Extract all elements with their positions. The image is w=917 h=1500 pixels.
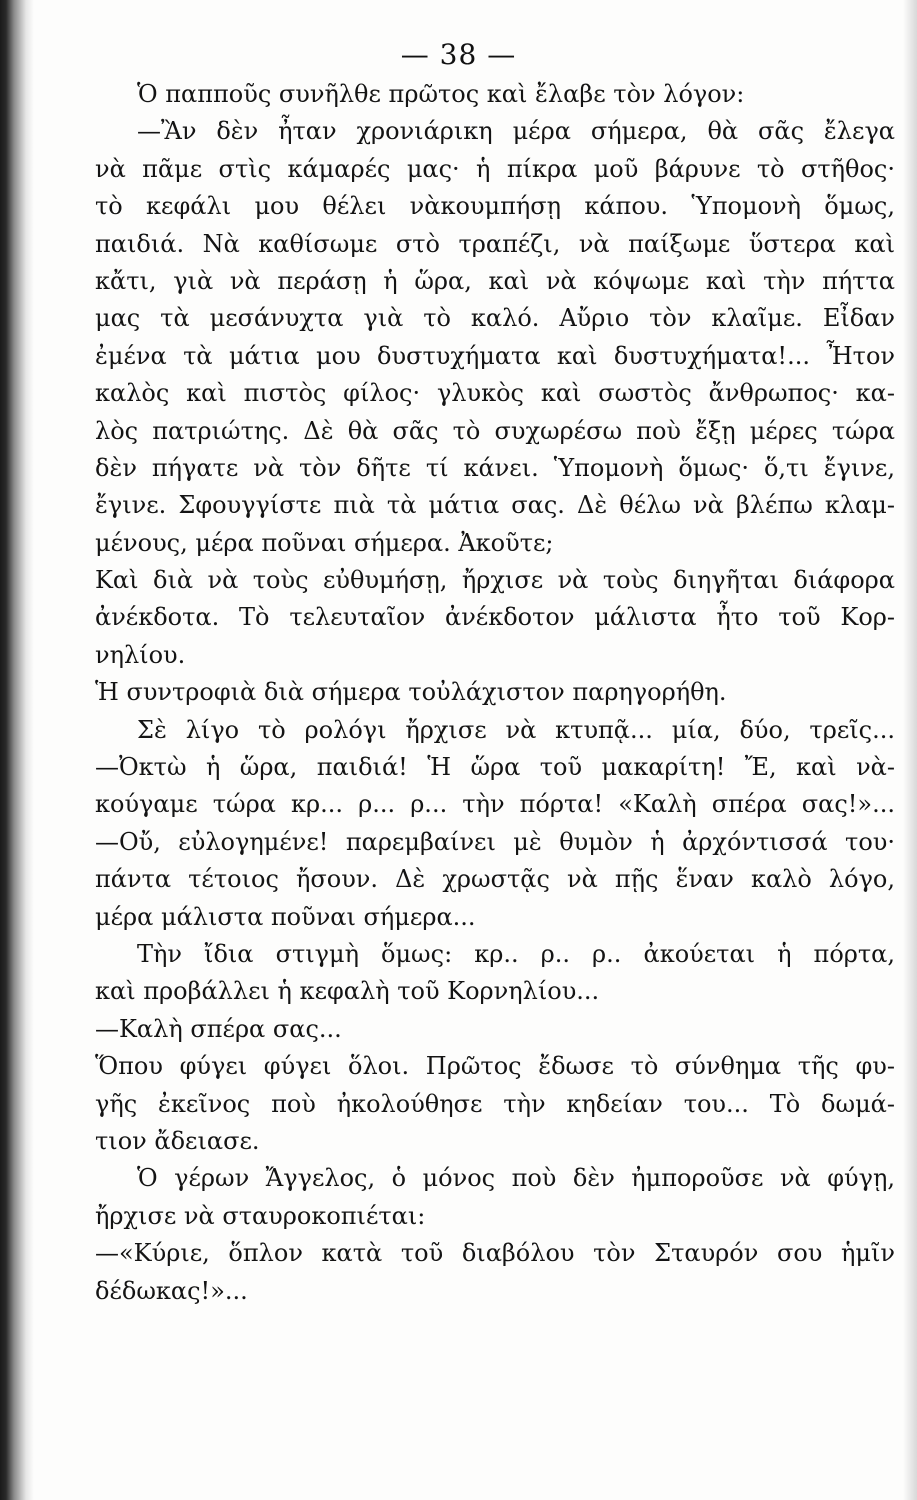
- text-line: Ὁ γέρων Ἄγγελος, ὁ μόνος ποὺ δὲν ἠμποροῦσε νὰ φύγῃ,: [137, 1164, 895, 1193]
- text-line: ἐμένα τὰ μάτια μου δυστυχήματα καὶ δυστυχήματα!... Ἦτον: [95, 341, 895, 370]
- text-line: λὸς πατριώτης. Δὲ θὰ σᾶς τὸ συχωρέσω ποὺ ἔξῃ μέρες τώρα: [95, 416, 895, 445]
- text-line: καὶ προβάλλει ἡ κεφαλὴ τοῦ Κορνηλίου...: [95, 977, 600, 1006]
- text-line: γῆς ἐκεῖνος ποὺ ἠκολούθησε τὴν κηδείαν του... Τὸ δωμά-: [95, 1089, 895, 1118]
- page-number: — 38 —: [400, 38, 517, 71]
- text-line: Καὶ διὰ νὰ τοὺς εὐθυμήσῃ, ἤρχισε νὰ τοὺς διηγῆται διάφορα: [95, 566, 895, 595]
- text-line: δέδωκας!»...: [95, 1276, 248, 1305]
- text-line: —«Κύριε, ὅπλον κατὰ τοῦ διαβόλου τὸν Σταυρόν σου ἡμῖν: [95, 1239, 895, 1268]
- text-line: τὸ κεφάλι μου θέλει νὰκουμπήσῃ κάπου. Ὑπομονὴ ὅμως,: [95, 192, 895, 221]
- text-line: κἄτι, γιὰ νὰ περάσῃ ἡ ὥρα, καὶ νὰ κόψωμε καὶ τὴν πήττα: [95, 266, 895, 295]
- text-line: μας τὰ μεσάνυχτα γιὰ τὸ καλό. Αὔριο τὸν κλαῖμε. Εἶδαν: [95, 304, 895, 333]
- text-line: Τὴν ἴδια στιγμὴ ὅμως: κρ.. ρ.. ρ.. ἀκούεται ἡ πόρτα,: [137, 939, 895, 968]
- page-binding-shadow: [0, 0, 34, 1500]
- text-line: —Καλὴ σπέρα σας...: [95, 1014, 342, 1043]
- text-line: τιον ἄδειασε.: [95, 1126, 260, 1155]
- text-line: νηλίου.: [95, 640, 186, 669]
- text-line: —Ἂν δὲν ἦταν χρονιάρικη μέρα σήμερα, θὰ σᾶς ἔλεγα: [137, 117, 895, 146]
- text-line: —Ὀκτὼ ἡ ὥρα, παιδιά! Ἡ ὥρα τοῦ μακαρίτη! Ἔ, καὶ νὰ-: [95, 753, 895, 782]
- text-line: κούγαμε τώρα κρ... ρ... ρ... τὴν πόρτα! «Καλὴ σπέρα σας!»...: [95, 790, 895, 819]
- text-line: δὲν πήγατε νὰ τὸν δῆτε τί κάνει. Ὑπομονὴ ὅμως· ὅ,τι ἔγινε,: [95, 453, 895, 482]
- text-line: ἔγινε. Σφουγγίστε πιὰ τὰ μάτια σας. Δὲ θέλω νὰ βλέπω κλαμ-: [95, 491, 895, 520]
- text-line: νὰ πᾶμε στὶς κάμαρές μας· ἡ πίκρα μοῦ βάρυνε τὸ στῆθος·: [95, 154, 895, 183]
- text-line: πάντα τέτοιος ἤσουν. Δὲ χρωστᾷς νὰ πῇς ἕναν καλὸ λόγο,: [95, 865, 895, 894]
- body-text: [95, 76, 895, 1310]
- text-line: Ὁ παπποῦς συνῆλθε πρῶτος καὶ ἔλαβε τὸν λόγον:: [137, 80, 745, 108]
- text-line: Σὲ λίγο τὸ ρολόγι ἤρχισε νὰ κτυπᾷ... μία, δύο, τρεῖς...: [137, 715, 895, 744]
- text-line: Ὅπου φύγει φύγει ὅλοι. Πρῶτος ἔδωσε τὸ σύνθημα τῆς φυ-: [95, 1052, 895, 1081]
- text-line: —Οὔ, εὐλογημένε! παρεμβαίνει μὲ θυμὸν ἡ ἀρχόντισσά του·: [95, 827, 895, 856]
- text-line: ἀνέκδοτα. Τὸ τελευταῖον ἀνέκδοτον μάλιστα ἦτο τοῦ Κορ-: [95, 603, 895, 632]
- text-line: καλὸς καὶ πιστὸς φίλος· γλυκὸς καὶ σωστὸς ἄνθρωπος· κα-: [95, 379, 895, 408]
- text-line: μένους, μέρα ποῦναι σήμερα. Ἀκοῦτε;: [95, 528, 554, 557]
- text-line: παιδιά. Νὰ καθίσωμε στὸ τραπέζι, νὰ παίξωμε ὕστερα καὶ: [95, 229, 895, 258]
- page-edge-shadow: [903, 0, 917, 1500]
- text-line: ἤρχισε νὰ σταυροκοπιέται:: [95, 1201, 426, 1230]
- text-line: Ἡ συντροφιὰ διὰ σήμερα τοὐλάχιστον παρηγορήθη.: [95, 678, 727, 707]
- text-line: μέρα μάλιστα ποῦναι σήμερα...: [95, 902, 476, 931]
